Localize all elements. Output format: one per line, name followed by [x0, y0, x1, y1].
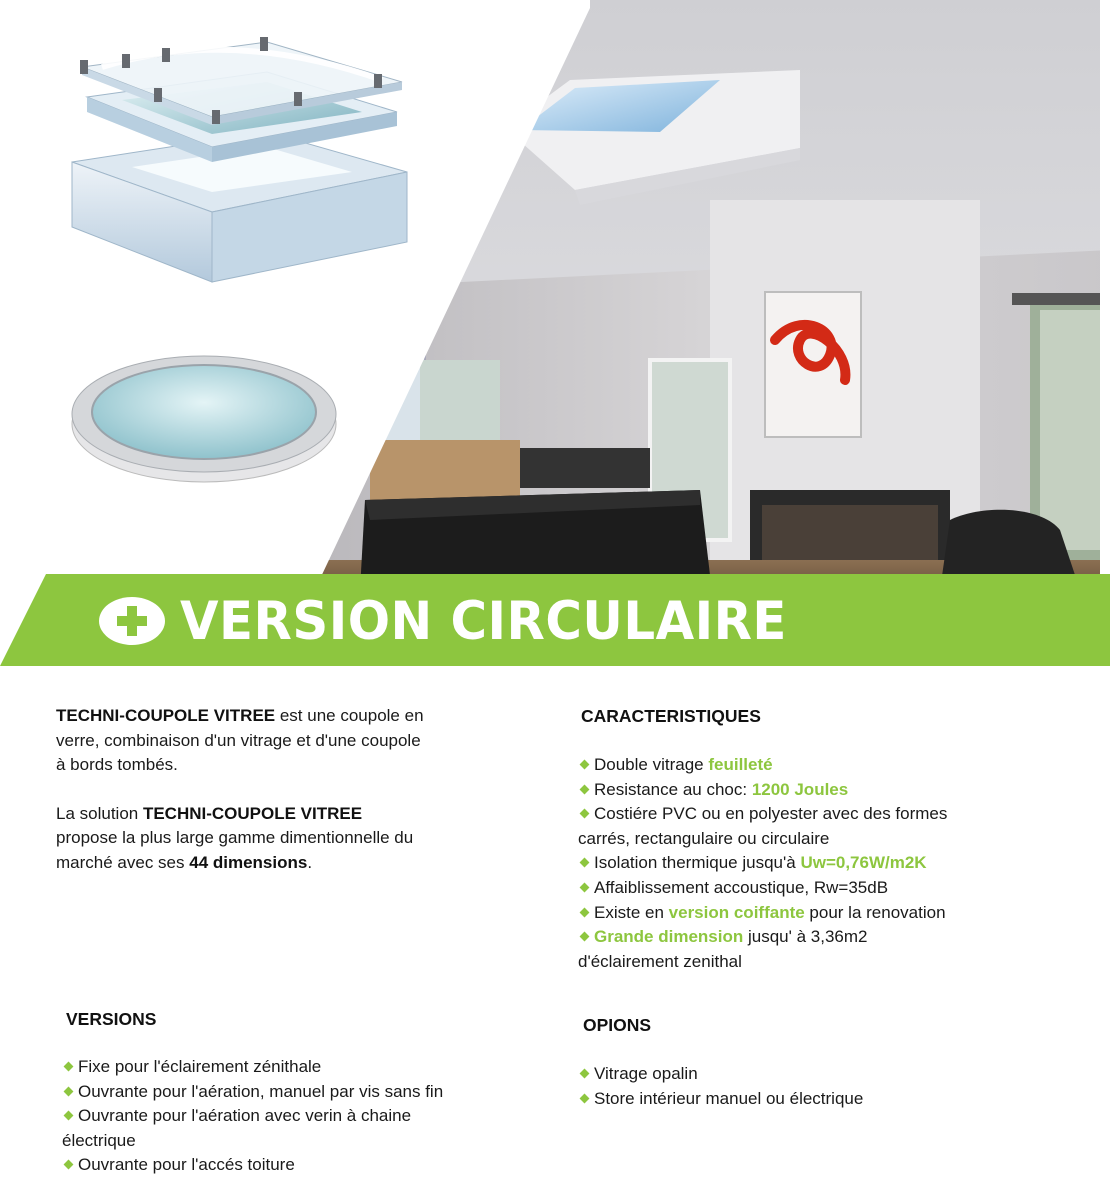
- diamond-bullet-icon: [580, 932, 590, 942]
- caracteristique-item: [578, 876, 1048, 901]
- item-text: jusqu' à 3,36m2: [743, 927, 868, 947]
- item-text: Vitrage opalin: [594, 1064, 698, 1083]
- version-item: [62, 1055, 532, 1080]
- diamond-bullet-icon: [64, 1086, 74, 1096]
- diamond-bullet-icon: [580, 1069, 590, 1079]
- options-list: [578, 1062, 978, 1111]
- version-item: [62, 1080, 532, 1105]
- item-text: carrés, rectangulaire ou circulaire: [578, 828, 830, 848]
- versions-list: [62, 1055, 532, 1178]
- intro-paragraph-1: [56, 704, 516, 778]
- intro-text-span: La solution: [56, 803, 143, 823]
- intro-text: [56, 704, 516, 899]
- intro-text-span: à bords tombés.: [56, 755, 178, 774]
- caracteristique-item-continued: [578, 827, 1048, 852]
- highlight-text: 1200 Joules: [751, 779, 849, 799]
- product-name: TECHNI-COUPOLE VITREE: [142, 803, 363, 823]
- item-text: pour la renovation: [804, 902, 946, 922]
- item-text: Existe en: [594, 902, 669, 922]
- item-text: Affaiblissement accoustique, Rw=35dB: [594, 877, 889, 897]
- intro-text-span: est une coupole en: [275, 706, 424, 725]
- caracteristique-item: [578, 802, 1048, 827]
- diamond-bullet-icon: [580, 1093, 590, 1103]
- item-text: d'éclairement zenithal: [578, 951, 742, 971]
- item-text: Store intérieur manuel ou électrique: [594, 1088, 864, 1108]
- item-text: Ouvrante pour l'aération, manuel par vis sans fin: [78, 1081, 444, 1101]
- version-item: [62, 1104, 532, 1129]
- item-text: Ouvrante pour l'accés toiture: [78, 1155, 295, 1175]
- intro-text-span: propose la plus large gamme dimentionnelle du: [56, 828, 414, 847]
- item-text: Ouvrante pour l'aération avec verin à chaine: [78, 1106, 412, 1126]
- highlight-text: version coiffante: [668, 902, 805, 922]
- banner-title: VERSION CIRCULAIRE: [180, 591, 787, 652]
- item-text: Double vitrage: [594, 755, 709, 774]
- plus-icon: [99, 597, 165, 645]
- diamond-bullet-icon: [580, 760, 590, 770]
- version-item-continued: [62, 1129, 532, 1154]
- item-text: électrique: [62, 1130, 136, 1150]
- diamond-bullet-icon: [580, 784, 590, 794]
- caracteristique-item: [578, 851, 1048, 876]
- square-skylight-exploded-image: [62, 22, 422, 312]
- highlight-text: Uw=0,76W/m2K: [800, 853, 927, 873]
- highlight-text: feuilleté: [708, 755, 773, 774]
- diamond-bullet-icon: [64, 1160, 74, 1170]
- caracteristiques-list: [578, 753, 1048, 974]
- intro-paragraph-2: [56, 802, 516, 876]
- caracteristique-item: [578, 753, 1048, 778]
- caracteristiques-heading: CARACTERISTIQUES: [581, 706, 761, 726]
- intro-text-span: .: [307, 852, 313, 872]
- option-item: [578, 1062, 978, 1087]
- diamond-bullet-icon: [580, 809, 590, 819]
- intro-text-span: verre, combinaison d'un vitrage et d'une coupole: [56, 730, 421, 750]
- item-text: Resistance au choc:: [594, 779, 752, 799]
- intro-text-span: marché avec ses: [56, 852, 190, 872]
- caracteristique-item-continued: [578, 950, 1048, 975]
- caracteristique-item: [578, 925, 1048, 950]
- diamond-bullet-icon: [580, 883, 590, 893]
- version-item: [62, 1153, 532, 1178]
- item-text: Fixe pour l'éclairement zénithale: [78, 1057, 322, 1076]
- diamond-bullet-icon: [64, 1111, 74, 1121]
- diamond-bullet-icon: [580, 907, 590, 917]
- option-item: [578, 1087, 978, 1112]
- caracteristique-item: [578, 901, 1048, 926]
- product-name: TECHNI-COUPOLE VITREE: [56, 706, 276, 725]
- item-text: Isolation thermique jusqu'à: [594, 853, 801, 873]
- versions-heading: VERSIONS: [66, 1009, 157, 1029]
- options-heading: OPIONS: [583, 1015, 652, 1035]
- round-skylight-image: [68, 346, 340, 486]
- diamond-bullet-icon: [64, 1062, 74, 1072]
- highlight-text: Grande dimension: [594, 927, 744, 947]
- caracteristique-item: [578, 778, 1048, 803]
- item-text: Costiére PVC ou en polyester avec des formes: [594, 804, 948, 824]
- diamond-bullet-icon: [580, 858, 590, 868]
- dimension-count: 44 dimensions: [189, 852, 308, 872]
